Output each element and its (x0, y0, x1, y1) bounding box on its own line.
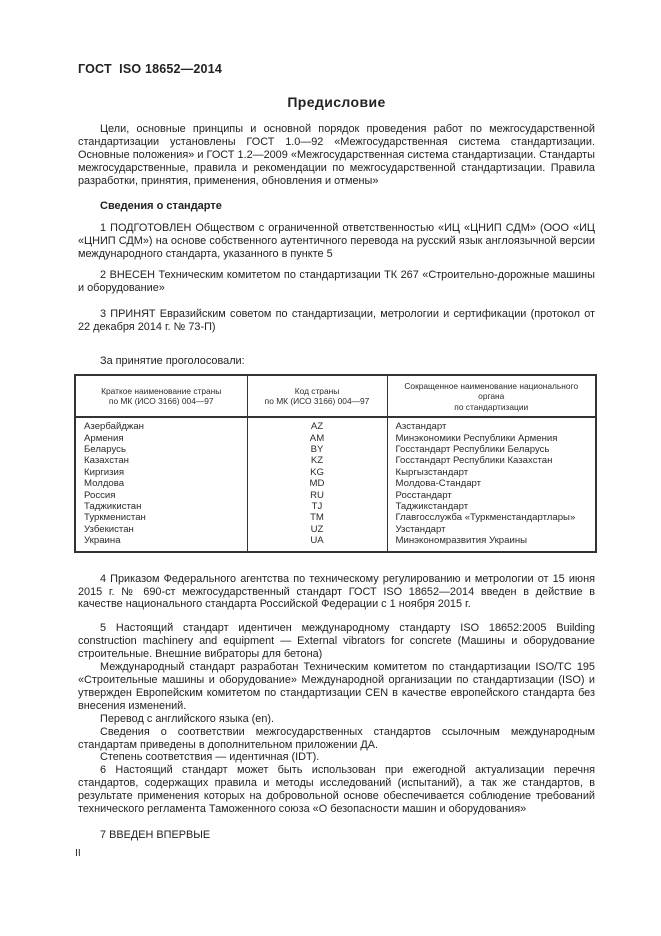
country-name-cell: Молдова (75, 478, 247, 489)
column-header-code (247, 375, 387, 418)
table-header-row (75, 375, 596, 418)
table-row (75, 444, 596, 455)
table-row (75, 501, 596, 512)
page-number: II (75, 847, 81, 859)
voting-caption: За принятие проголосовали: (100, 354, 245, 367)
table-row (75, 433, 596, 444)
table-row (75, 478, 596, 489)
clause-4-order: 4 Приказом Федерального агентства по техническому регулированию и метрологии от 15 июня 2015 г. № 690-ст межгосударственный стандарт ГОСТ ISO 18652—2014 введен в действие в качестве национального стандарта Российской Федерации с 1 ноября 2015 г. (78, 572, 595, 611)
table-row (75, 512, 596, 523)
page-content (78, 62, 595, 842)
country-name-cell: Киргизия (75, 467, 247, 478)
country-name-cell: Узбекистан (75, 524, 247, 535)
country-code-cell: KZ (247, 455, 387, 466)
country-code-cell: MD (247, 478, 387, 489)
national-body-cell: Росстандарт (387, 490, 596, 501)
table-row (75, 455, 596, 466)
national-body-cell: Минэкономразвития Украины (387, 535, 596, 551)
clause-1-prepared: 1 ПОДГОТОВЛЕН Обществом с ограниченной ответственностью «ИЦ «ЦНИП СДМ» (ООО «ИЦ «ЦНИП СДМ») на основе собственного аутентичного перевода на русский язык англоязычной версии международного стандарта, указанного в пункте 5 (78, 222, 595, 261)
country-code-cell: AM (247, 433, 387, 444)
clause-2-submitted: 2 ВНЕСЕН Техническим комитетом по стандартизации ТК 267 «Строительно-дорожные машины и оборудование» (78, 269, 595, 295)
country-code-cell: TJ (247, 501, 387, 512)
table-row (75, 524, 596, 535)
column-header-country (75, 375, 247, 418)
country-name-cell: Россия (75, 490, 247, 501)
country-name-cell: Казахстан (75, 455, 247, 466)
national-body-cell: Минэкономики Республики Армения (387, 433, 596, 444)
country-code-cell: AZ (247, 417, 387, 432)
national-body-cell: Госстандарт Республики Казахстан (387, 455, 596, 466)
clause-5-developer: Международный стандарт разработан Техническим комитетом по стандартизации ISO/TC 195 «Строительные машины и оборудование» Международной организации по стандартизации (ISO) и утвержден Европейским комитетом по стандартизации CEN в качестве европейского стандарта без внесения изменений. (78, 661, 595, 712)
column-header-body (387, 375, 596, 418)
clause-6-usage: 6 Настоящий стандарт может быть использован при ежегодной актуализации перечня стандартов, содержащих правила и методы исследований (испытаний), а так же стандартов, в результате применения которых на добровольной основе обеспечивается соблюдение требований технического регламента Таможенного союза «О безопасности машин и оборудования» (78, 764, 595, 816)
national-body-cell: Главгосслужба «Туркменстандартлары» (387, 512, 596, 523)
country-code-cell: UZ (247, 524, 387, 535)
table-row (75, 535, 596, 551)
header-line: по МК (ИСО 3166) 004—97 (264, 396, 370, 407)
clause-5-translation: Перевод с английского языка (en). (100, 712, 275, 725)
country-code-cell: TM (247, 512, 387, 523)
standard-info-heading: Сведения о стандарте (100, 199, 222, 212)
country-code-cell: KG (247, 467, 387, 478)
country-code-cell: BY (247, 444, 387, 455)
country-name-cell: Азербайджан (75, 417, 247, 432)
header-line: по стандартизации (454, 401, 529, 412)
clause-7-introduced: 7 ВВЕДЕН ВПЕРВЫЕ (100, 828, 211, 841)
country-code-cell: UA (247, 535, 387, 551)
table-row (75, 467, 596, 478)
country-code-cell: RU (247, 490, 387, 501)
national-body-cell: Азстандарт (387, 417, 596, 432)
clause-3-adopted: 3 ПРИНЯТ Евразийским советом по стандартизации, метрологии и сертификации (протокол от 22 декабря 2014 г. № 73-П) (78, 307, 595, 333)
national-body-cell: Молдова-Стандарт (387, 478, 596, 489)
voting-table (74, 374, 597, 553)
header-line: Сокращенное наименование национального органа (404, 380, 579, 402)
national-body-cell: Таджикстандарт (387, 501, 596, 512)
table-row (75, 490, 596, 501)
country-name-cell: Туркменистан (75, 512, 247, 523)
clause-5-correspondence: Сведения о соответствии межгосударственных стандартов ссылочным международным стандартам приведены в дополнительном приложении ДА. (78, 725, 595, 751)
country-name-cell: Армения (75, 433, 247, 444)
preface-intro: Цели, основные принципы и основной порядок проведения работ по межгосударственной стандартизации установлены ГОСТ 1.0—92 «Межгосударственная система стандартизации. Основные положения» и ГОСТ 1.2—2009 «Межгосударственная система стандартизации. Стандарты межгосударственные, правила и рекомендации по межгосударственной стандартизации. Правила разработки, принятия, применения, обновления и отмены» (78, 123, 595, 187)
country-name-cell: Украина (75, 535, 247, 551)
doc-number: ГОСТ ISO 18652—2014 (78, 62, 223, 76)
header-line: Код страны (294, 385, 340, 396)
country-name-cell: Таджикистан (75, 501, 247, 512)
national-body-cell: Кыргызстандарт (387, 467, 596, 478)
clause-5-degree: Степень соответствия — идентичная (IDT). (100, 751, 320, 764)
header-line: по МК (ИСО 3166) 004—97 (108, 396, 214, 407)
table-row (75, 417, 596, 432)
national-body-cell: Госстандарт Республики Беларусь (387, 444, 596, 455)
page-title: Предисловие (287, 94, 386, 110)
country-name-cell: Беларусь (75, 444, 247, 455)
header-line: Краткое наименование страны (101, 385, 222, 396)
national-body-cell: Узстандарт (387, 524, 596, 535)
clause-5-identity: 5 Настоящий стандарт идентичен международному стандарту ISO 18652:2005 Building construction machinery and equipment — External vibrators for concrete (Машины и оборудование строительные. Внешние вибраторы для бетона) (78, 622, 595, 661)
